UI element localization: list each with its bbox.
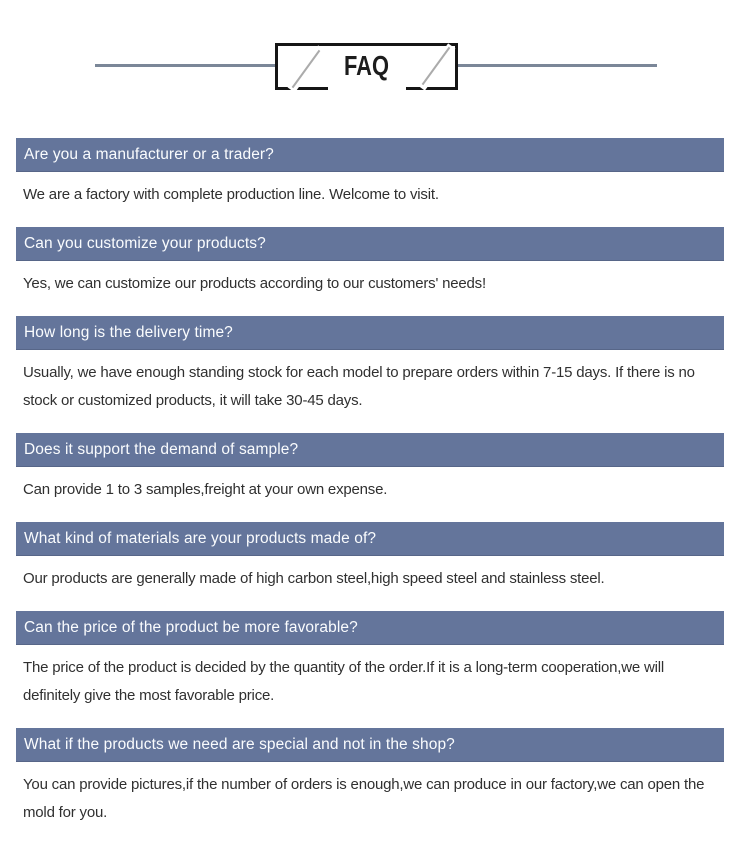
faq-question-text: Are you a manufacturer or a trader?	[24, 145, 274, 163]
faq-answer-text: You can provide pictures,if the number of orders is enough,we can produce in our factory,we can open the mold for you.	[23, 776, 705, 821]
faq-answer-text: Yes, we can customize our products according to our customers' needs!	[23, 275, 486, 292]
faq-item	[16, 433, 724, 504]
faq-item	[16, 728, 724, 827]
faq-question-text: How long is the delivery time?	[24, 323, 233, 341]
faq-question-bar	[16, 522, 724, 556]
faq-answer-text: The price of the product is decided by the quantity of the order.If it is a long-term cooperation,we will definitely give the most favorable price.	[23, 659, 665, 704]
faq-answer-text: Usually, we have enough standing stock for each model to prepare orders within 7-15 days. If there is no stock or customized products, it will take 30-45 days.	[23, 364, 695, 409]
faq-answer-text: Our products are generally made of high carbon steel,high speed steel and stainless steel.	[23, 570, 605, 587]
faq-question-text: Can the price of the product be more favorable?	[24, 618, 358, 636]
faq-question-bar	[16, 728, 724, 762]
faq-answer-text: We are a factory with complete production line. Welcome to visit.	[23, 186, 439, 203]
faq-question-bar	[16, 611, 724, 645]
faq-answer-text: Can provide 1 to 3 samples,freight at your own expense.	[23, 481, 388, 498]
faq-question-text: Can you customize your products?	[24, 234, 266, 252]
faq-item	[16, 316, 724, 415]
faq-question-bar	[16, 138, 724, 172]
faq-item	[16, 522, 724, 593]
faq-header	[0, 0, 750, 138]
faq-item	[16, 611, 724, 710]
faq-item	[16, 138, 724, 209]
page-title: FAQ	[344, 49, 389, 81]
title-box-bottom-gap	[328, 86, 406, 91]
faq-question-bar	[16, 227, 724, 261]
faq-question-text: What kind of materials are your products made of?	[24, 529, 377, 547]
faq-item	[16, 227, 724, 298]
faq-question-bar	[16, 433, 724, 467]
faq-question-text: Does it support the demand of sample?	[24, 440, 299, 458]
faq-list	[16, 138, 724, 827]
faq-question-text: What if the products we need are special and not in the shop?	[24, 735, 455, 753]
faq-title-box	[275, 43, 458, 90]
faq-question-bar	[16, 316, 724, 350]
